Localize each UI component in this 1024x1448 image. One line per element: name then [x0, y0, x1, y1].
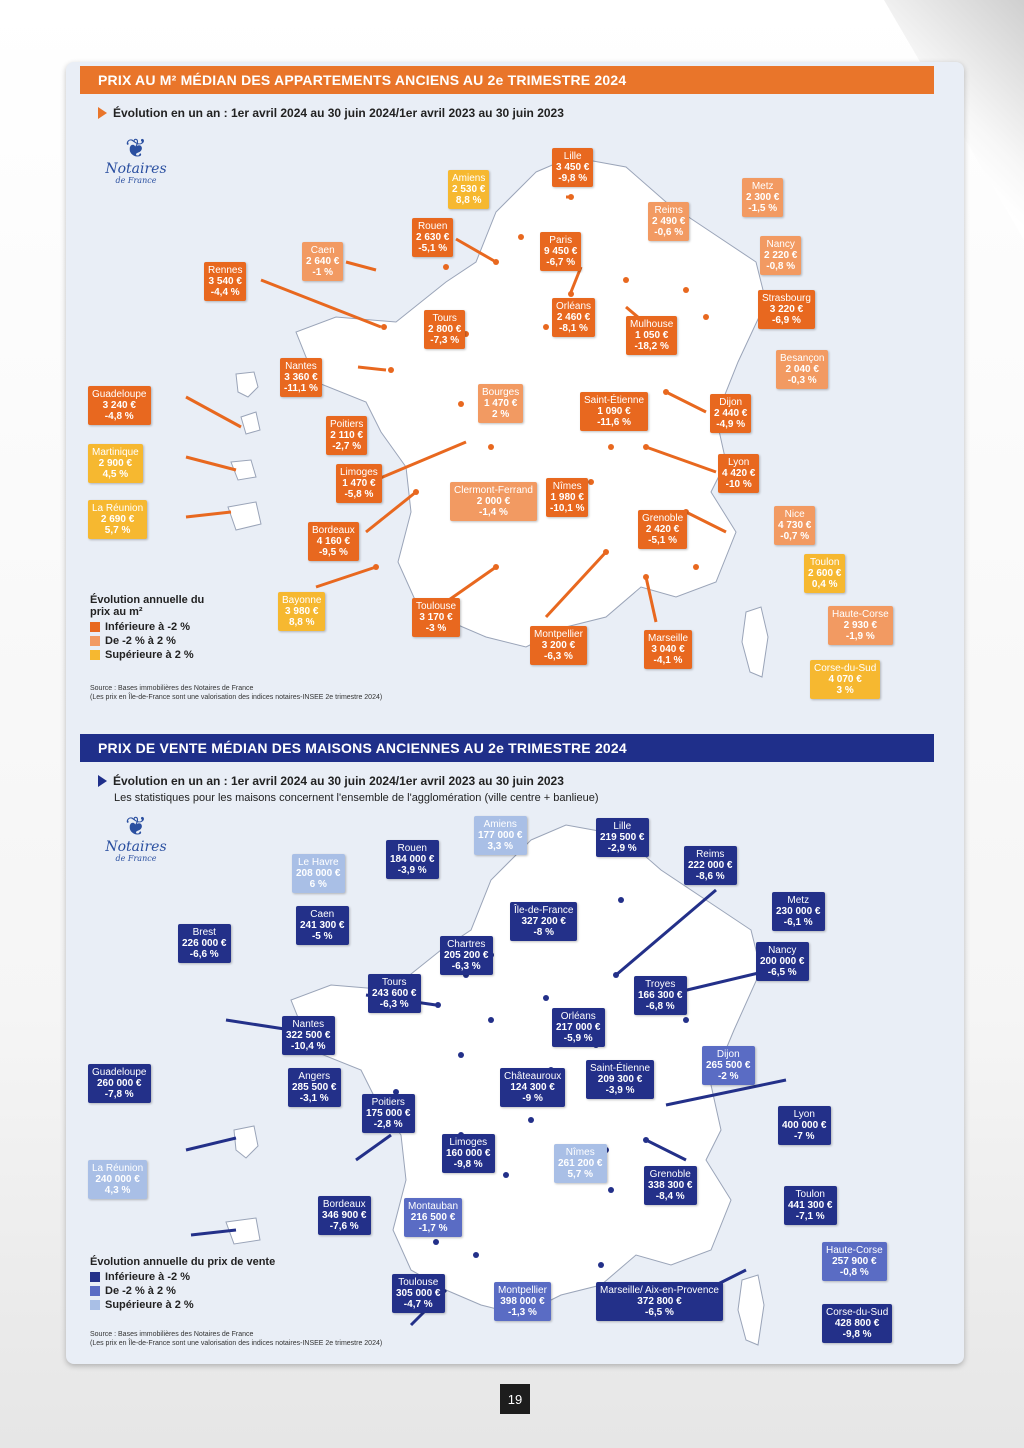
city-label-reims: Reims 222 000 € -8,6 % [684, 846, 737, 885]
corsica-shape [742, 607, 768, 677]
city-label-mulhouse: Mulhouse 1 050 € -18,2 % [626, 316, 677, 355]
city-label-metz: Metz 230 000 € -6,1 % [772, 892, 825, 931]
city-label-montauban: Montauban 216 500 € -1,7 % [404, 1198, 462, 1237]
city-dot [588, 479, 594, 485]
apartments-title: PRIX AU M² MÉDIAN DES APPARTEMENTS ANCIENS AU 2e TRIMESTRE 2024 [80, 66, 934, 94]
city-label-strasbourg: Strasbourg 3 220 € -6,9 % [758, 290, 815, 329]
city-label-lyon: Lyon 4 420 € -10 % [718, 454, 759, 493]
legend-row [90, 635, 220, 647]
city-label-haute-corse: Haute-Corse 2 930 € -1,9 % [828, 606, 893, 645]
legend-title: Évolution annuelle du prix de vente [90, 1256, 276, 1268]
legend-row [90, 621, 220, 633]
city-label-nimes: Nîmes 1 980 € -10,1 % [546, 478, 588, 517]
city-label-brest: Brest 226 000 € -6,6 % [178, 924, 231, 963]
city-label-rouen: Rouen 184 000 € -3,9 % [386, 840, 439, 879]
apartments-section [66, 62, 964, 722]
city-label-bordeaux: Bordeaux 346 900 € -7,6 % [318, 1196, 371, 1235]
city-label-nantes: Nantes 322 500 € -10,4 % [282, 1016, 335, 1055]
legend-row [90, 1299, 275, 1311]
city-dot [518, 234, 524, 240]
city-dot [683, 287, 689, 293]
city-label-nancy: Nancy 200 000 € -6,5 % [756, 942, 809, 981]
france-mainland-shape [296, 157, 766, 647]
city-dot [493, 564, 499, 570]
legend-title: Évolution annuelle du prix au m² [90, 594, 205, 618]
apartments-source [90, 684, 382, 702]
city-label-la-reunion: La Réunion 2 690 € 5,7 % [88, 500, 147, 539]
city-label-corse-du-sud: Corse-du-Sud 428 800 € -9,8 % [822, 1304, 892, 1343]
city-label-clermont-ferrand: Clermont-Ferrand 2 000 € -1,4 % [450, 482, 537, 521]
city-dot [598, 1262, 604, 1268]
notaires-logo-icon: ❦ [125, 134, 147, 164]
houses-evolution-sub: Les statistiques pour les maisons concernent l'ensemble de l'agglomération (ville centre + banlieue) [114, 792, 599, 804]
city-label-bayonne: Bayonne 3 980 € 8,8 % [278, 592, 325, 631]
city-label-tours: Tours 2 800 € -7,3 % [424, 310, 465, 349]
city-label-orleans: Orléans 217 000 € -5,9 % [552, 1008, 605, 1047]
city-label-tours: Tours 243 600 € -6,3 % [368, 974, 421, 1013]
city-dot [433, 1239, 439, 1245]
city-label-chateauroux: Châteauroux 124 300 € -9 % [500, 1068, 565, 1107]
city-label-limoges: Limoges 160 000 € -9,8 % [442, 1134, 495, 1173]
city-label-marseille: Marseille 3 040 € -4,1 % [644, 630, 692, 669]
city-dot [388, 367, 394, 373]
houses-evolution-text: Évolution en un an : 1er avril 2024 au 30 juin 2024/1er avril 2023 au 30 juin 2023 [113, 774, 564, 788]
city-label-limoges: Limoges 1 470 € -5,8 % [336, 464, 382, 503]
city-dot [503, 1172, 509, 1178]
city-label-grenoble: Grenoble 2 420 € -5,1 % [638, 510, 687, 549]
city-label-angers: Angers 285 500 € -3,1 % [288, 1068, 341, 1107]
city-label-amiens: Amiens 2 530 € 8,8 % [448, 170, 489, 209]
city-label-rennes: Rennes 3 540 € -4,4 % [204, 262, 246, 301]
reunion-shape [228, 502, 261, 530]
city-label-nice: Nice 4 730 € -0,7 % [774, 506, 815, 545]
city-dot [603, 549, 609, 555]
city-label-bordeaux: Bordeaux 4 160 € -9,5 % [308, 522, 359, 561]
corsica-shape [738, 1275, 764, 1345]
city-label-martinique: Martinique 2 900 € 4,5 % [88, 444, 143, 483]
city-label-saint-etienne: Saint-Étienne 1 090 € -11,6 % [580, 392, 648, 431]
city-label-paris: Paris 9 450 € -6,7 % [540, 232, 581, 271]
guadeloupe-shape [234, 1126, 258, 1158]
city-label-lyon: Lyon 400 000 € -7 % [778, 1106, 831, 1145]
notaires-logo-icon: ❦ [125, 812, 147, 842]
city-dot [643, 574, 649, 580]
city-label-la-reunion: La Réunion 240 000 € 4,3 % [88, 1160, 147, 1199]
city-label-dijon: Dijon 2 440 € -4,9 % [710, 394, 751, 433]
city-dot [528, 1117, 534, 1123]
legend-label: De -2 % à 2 % [105, 635, 176, 647]
city-label-orleans: Orléans 2 460 € -8,1 % [552, 298, 595, 337]
content-panel [66, 62, 964, 1364]
city-label-nantes: Nantes 3 360 € -11,1 % [280, 358, 322, 397]
legend-row [90, 649, 220, 661]
city-dot [663, 389, 669, 395]
city-label-ile-de-france: Île-de-France 327 200 € -8 % [510, 902, 577, 941]
page-number: 19 [500, 1384, 530, 1414]
city-label-haute-corse: Haute-Corse 257 900 € -0,8 % [822, 1242, 887, 1281]
logo-name: Notaires [105, 161, 167, 177]
logo-name: Notaires [105, 839, 167, 855]
legend-swatch [90, 1300, 100, 1310]
city-dot [488, 1017, 494, 1023]
city-label-caen: Caen 2 640 € -1 % [302, 242, 343, 281]
city-label-grenoble: Grenoble 338 300 € -8,4 % [644, 1166, 697, 1205]
houses-source [90, 1330, 382, 1348]
city-dot [373, 564, 379, 570]
houses-legend [90, 1256, 275, 1313]
city-dot [643, 444, 649, 450]
city-label-bourges: Bourges 1 470 € 2 % [478, 384, 523, 423]
city-dot [618, 897, 624, 903]
city-label-reims: Reims 2 490 € -0,6 % [648, 202, 689, 241]
apartments-evolution-text: Évolution en un an : 1er avril 2024 au 30 juin 2024/1er avril 2023 au 30 juin 2023 [113, 106, 564, 120]
legend-label: Inférieure à -2 % [105, 1271, 190, 1283]
city-label-marseille-aix: Marseille/ Aix-en-Provence 372 800 € -6,5 % [596, 1282, 723, 1321]
city-label-le-havre: Le Havre 208 000 € 6 % [292, 854, 345, 893]
legend-label: De -2 % à 2 % [105, 1285, 176, 1297]
city-label-poitiers: Poitiers 2 110 € -2,7 % [326, 416, 367, 455]
source-line: (Les prix en Île-de-France sont une valorisation des indices notaires-INSEE 2e trimestre 2024) [90, 694, 383, 701]
city-dot [568, 194, 574, 200]
city-label-toulouse: Toulouse 305 000 € -4,7 % [392, 1274, 445, 1313]
city-dot [473, 1252, 479, 1258]
legend-swatch [90, 1286, 100, 1296]
city-label-guadeloupe: Guadeloupe 260 000 € -7,8 % [88, 1064, 151, 1103]
city-label-besancon: Besançon 2 040 € -0,3 % [776, 350, 828, 389]
city-label-toulon: Toulon 2 600 € 0,4 % [804, 554, 845, 593]
source-line: (Les prix en Île-de-France sont une valorisation des indices notaires-INSEE 2e trimestre 2024) [90, 1340, 383, 1347]
city-label-corse-du-sud: Corse-du-Sud 4 070 € 3 % [810, 660, 880, 699]
logo-sub: de France [115, 176, 157, 185]
city-label-toulon: Toulon 441 300 € -7,1 % [784, 1186, 837, 1225]
legend-label: Inférieure à -2 % [105, 621, 190, 633]
city-label-saint-etienne: Saint-Étienne 209 300 € -3,9 % [586, 1060, 654, 1099]
legend-swatch [90, 650, 100, 660]
houses-section [66, 730, 964, 1360]
city-dot [703, 314, 709, 320]
city-dot [643, 1137, 649, 1143]
city-dot [443, 264, 449, 270]
city-dot [458, 1052, 464, 1058]
houses-title: PRIX DE VENTE MÉDIAN DES MAISONS ANCIENNES AU 2e TRIMESTRE 2024 [80, 734, 934, 762]
legend-swatch [90, 622, 100, 632]
city-label-chartres: Chartres 205 200 € -6,3 % [440, 936, 493, 975]
city-label-montpellier: Montpellier 3 200 € -6,3 % [530, 626, 587, 665]
city-label-dijon: Dijon 265 500 € -2 % [702, 1046, 755, 1085]
city-dot [608, 1187, 614, 1193]
city-label-rouen: Rouen 2 630 € -5,1 % [412, 218, 453, 257]
city-label-troyes: Troyes 166 300 € -6,8 % [634, 976, 687, 1015]
city-dot [381, 324, 387, 330]
city-label-toulouse: Toulouse 3 170 € -3 % [412, 598, 460, 637]
city-label-metz: Metz 2 300 € -1,5 % [742, 178, 783, 217]
city-label-guadeloupe: Guadeloupe 3 240 € -4,8 % [88, 386, 151, 425]
legend-label: Supérieure à 2 % [105, 649, 194, 661]
source-line: Source : Bases immobilières des Notaires de France [90, 685, 254, 692]
legend-swatch [90, 1272, 100, 1282]
city-dot [623, 277, 629, 283]
city-dot [543, 995, 549, 1001]
city-dot [683, 1017, 689, 1023]
city-label-nancy: Nancy 2 220 € -0,8 % [760, 236, 801, 275]
city-dot [458, 401, 464, 407]
city-label-lille: Lille 219 500 € -2,9 % [596, 818, 649, 857]
city-label-nimes: Nîmes 261 200 € 5,7 % [554, 1144, 607, 1183]
city-dot [435, 1002, 441, 1008]
city-label-lille: Lille 3 450 € -9,8 % [552, 148, 593, 187]
city-dot [493, 259, 499, 265]
city-dot [413, 489, 419, 495]
city-dot [608, 444, 614, 450]
city-dot [568, 291, 574, 297]
legend-row [90, 1271, 275, 1283]
apartments-legend [90, 594, 220, 663]
legend-label: Supérieure à 2 % [105, 1299, 194, 1311]
city-dot [543, 324, 549, 330]
city-label-poitiers: Poitiers 175 000 € -2,8 % [362, 1094, 415, 1133]
legend-row [90, 1285, 275, 1297]
city-label-caen: Caen 241 300 € -5 % [296, 906, 349, 945]
source-line: Source : Bases immobilières des Notaires de France [90, 1331, 254, 1338]
city-dot [488, 444, 494, 450]
logo-sub: de France [115, 854, 157, 863]
city-label-montpellier: Montpellier 398 000 € -1,3 % [494, 1282, 551, 1321]
city-dot [693, 564, 699, 570]
legend-swatch [90, 636, 100, 646]
city-dot [613, 972, 619, 978]
city-label-amiens: Amiens 177 000 € 3,3 % [474, 816, 527, 855]
